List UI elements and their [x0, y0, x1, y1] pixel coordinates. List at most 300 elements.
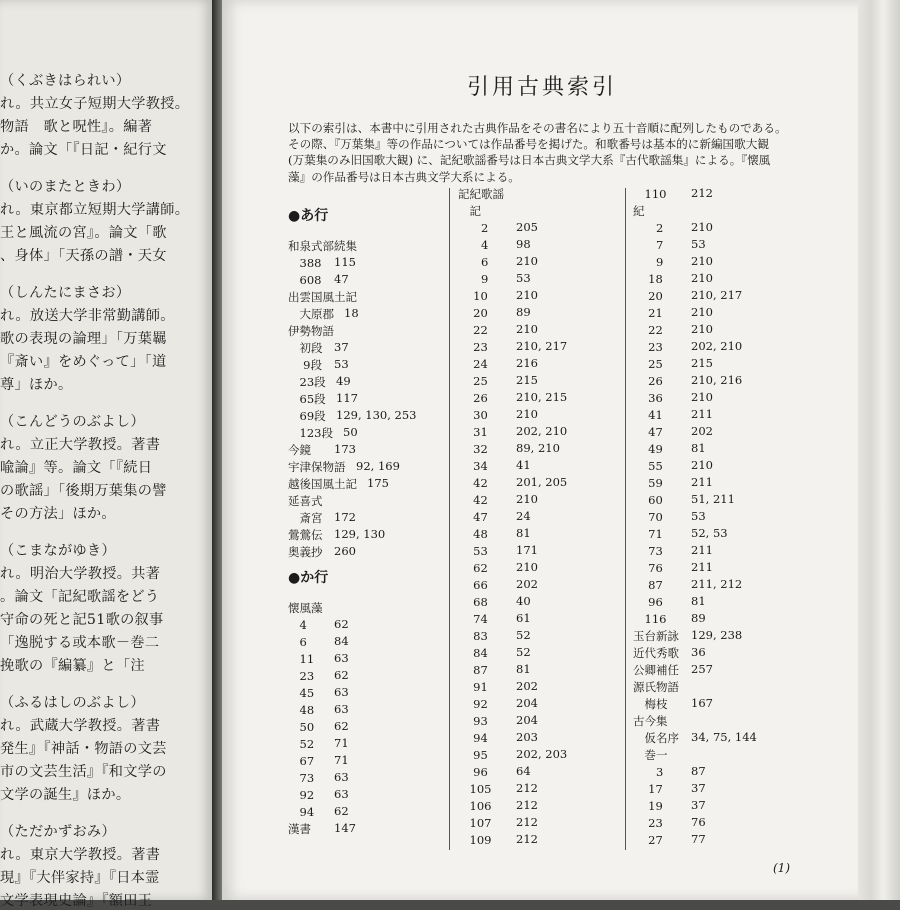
index-entry	[288, 306, 359, 322]
index-entry	[458, 220, 538, 236]
index-entry	[458, 305, 531, 321]
entry-page-numbers: 210, 215	[516, 390, 568, 404]
entry-title: 67	[288, 754, 315, 768]
entry-title: 109	[458, 833, 492, 847]
index-entry	[288, 668, 349, 684]
entry-title: 9段	[288, 358, 322, 372]
entry-page-numbers: 215	[516, 373, 538, 387]
index-entry	[458, 390, 568, 406]
entry-page-numbers: 257	[691, 662, 713, 676]
entry-page-numbers: 211	[691, 475, 713, 489]
entry-title: 9	[458, 272, 489, 286]
index-entry	[458, 407, 538, 423]
entry-title: 玉台新詠	[633, 629, 679, 643]
entry-page-numbers: 175	[367, 476, 389, 490]
entry-title: 4	[288, 618, 307, 632]
index-entry	[288, 289, 357, 305]
entry-title: 9	[633, 255, 664, 269]
entry-page-numbers: 71	[334, 753, 349, 767]
index-entry	[633, 611, 706, 627]
entry-title: 47	[633, 425, 663, 439]
index-entry	[288, 442, 356, 458]
index-entry	[633, 713, 668, 729]
index-entry	[288, 374, 351, 390]
entry-title: 47	[458, 510, 488, 524]
index-entry	[633, 305, 713, 321]
index-entry	[458, 271, 531, 287]
index-entry	[288, 510, 356, 526]
entry-page-numbers: 172	[334, 510, 356, 524]
index-entry	[288, 340, 349, 356]
entry-title: 紀	[633, 204, 645, 218]
entry-page-numbers: 211, 212	[691, 577, 743, 591]
index-entry	[633, 832, 706, 848]
entry-page-numbers: 202, 203	[516, 747, 568, 761]
entry-page-numbers: 40	[516, 594, 531, 608]
index-entry	[633, 271, 713, 287]
index-entry	[633, 560, 713, 576]
left-page-text-line: （しんたにまさお）	[0, 285, 131, 301]
entry-page-numbers: 216	[516, 356, 538, 370]
entry-title: 55	[633, 459, 663, 473]
entry-title: 23段	[288, 375, 326, 389]
entry-title: 27	[633, 833, 663, 847]
entry-title: 10	[458, 289, 488, 303]
index-entry	[458, 526, 531, 542]
entry-page-numbers: 71	[334, 736, 349, 750]
entry-page-numbers: 260	[334, 544, 356, 558]
entry-title: 大原郡	[288, 307, 334, 321]
entry-title: 斎宮	[288, 511, 323, 525]
index-entry	[288, 651, 349, 667]
entry-title: 31	[458, 425, 488, 439]
entry-page-numbers: 63	[334, 702, 349, 716]
index-entry	[458, 424, 568, 440]
entry-title: 95	[458, 748, 488, 762]
entry-page-numbers: 53	[334, 357, 349, 371]
left-page-text-line: れ。東京都立短期大学講師。	[0, 202, 190, 218]
index-entry	[288, 685, 349, 701]
entry-title: 25	[458, 374, 488, 388]
left-page-text-line: （ふるはしのぶよし）	[0, 695, 145, 711]
entry-title: 107	[458, 816, 492, 830]
index-entry	[288, 408, 417, 424]
index-entry	[633, 186, 713, 202]
entry-title: 26	[458, 391, 488, 405]
index-entry	[288, 323, 334, 339]
entry-title: 49	[633, 442, 663, 456]
entry-title: 24	[458, 357, 488, 371]
entry-page-numbers: 212	[516, 781, 538, 795]
entry-title: 62	[458, 561, 488, 575]
entry-page-numbers: 47	[334, 272, 349, 286]
entry-title: 71	[633, 527, 663, 541]
entry-page-numbers: 204	[516, 696, 538, 710]
entry-title: 今鏡	[288, 443, 311, 457]
entry-page-numbers: 210	[691, 390, 713, 404]
index-entry	[288, 617, 349, 633]
index-entry	[633, 662, 713, 678]
entry-page-numbers: 89	[516, 305, 531, 319]
index-entry	[458, 781, 538, 797]
entry-page-numbers: 84	[334, 634, 349, 648]
index-entry	[633, 747, 668, 763]
entry-title: 76	[633, 561, 663, 575]
entry-title: 53	[458, 544, 488, 558]
index-entry	[458, 288, 538, 304]
entry-page-numbers: 63	[334, 651, 349, 665]
entry-page-numbers: 36	[691, 645, 706, 659]
left-page-text-line: 『斎い』をめぐって」「道	[0, 354, 167, 370]
page-number: (1)	[773, 861, 790, 875]
entry-page-numbers: 52, 53	[691, 526, 728, 540]
entry-title: 25	[633, 357, 663, 371]
index-entry	[633, 696, 713, 712]
index-entry	[458, 577, 538, 593]
index-entry	[458, 679, 538, 695]
entry-title: 6	[458, 255, 489, 269]
entry-title: 古今集	[633, 714, 668, 728]
index-entry	[288, 255, 356, 271]
entry-title: 41	[633, 408, 663, 422]
index-entry	[633, 526, 728, 542]
left-page-text-line: （ただかずおみ）	[0, 824, 116, 840]
left-page-text-line: 物語 歌と呪性』。編著	[0, 119, 153, 135]
entry-page-numbers: 210	[691, 305, 713, 319]
index-entry	[633, 543, 713, 559]
index-entry	[458, 730, 538, 746]
entry-page-numbers: 173	[334, 442, 356, 456]
entry-page-numbers: 81	[516, 662, 531, 676]
entry-page-numbers: 63	[334, 770, 349, 784]
entry-title: 和泉式部続集	[288, 239, 357, 253]
index-entry	[288, 736, 349, 752]
entry-title: 65段	[288, 392, 326, 406]
index-entry	[458, 815, 538, 831]
index-entry	[633, 815, 706, 831]
left-page-text-line: れ。立正大学教授。著書	[0, 437, 161, 453]
index-entry	[458, 832, 538, 848]
entry-page-numbers: 202	[516, 577, 538, 591]
entry-page-numbers: 37	[334, 340, 349, 354]
entry-title: 19	[633, 799, 663, 813]
index-entry	[633, 781, 706, 797]
index-entry	[633, 237, 706, 253]
entry-title: 42	[458, 476, 488, 490]
entry-page-numbers: 53	[691, 509, 706, 523]
index-entry	[458, 373, 538, 389]
index-entry	[633, 679, 679, 695]
entry-page-numbers: 24	[516, 509, 531, 523]
entry-title: 近代秀歌	[633, 646, 679, 660]
entry-page-numbers: 215	[691, 356, 713, 370]
entry-title: 7	[633, 238, 664, 252]
entry-title: 45	[288, 686, 315, 700]
entry-title: 23	[633, 816, 663, 830]
entry-page-numbers: 52	[516, 645, 531, 659]
entry-title: 50	[288, 720, 315, 734]
entry-page-numbers: 210	[691, 254, 713, 268]
index-entry	[458, 492, 538, 508]
entry-title: 74	[458, 612, 488, 626]
entry-title: 23	[288, 669, 315, 683]
entry-title: 96	[633, 595, 663, 609]
left-page-text-line: 、身体」「天孫の譜・天女	[0, 248, 167, 264]
left-page-text-line: れ。放送大学非常勤講師。	[0, 308, 175, 324]
entry-title: 388	[288, 256, 322, 270]
index-entry	[288, 702, 349, 718]
entry-title: 87	[458, 663, 488, 677]
entry-page-numbers: 167	[691, 696, 713, 710]
entry-page-numbers: 81	[516, 526, 531, 540]
entry-page-numbers: 129, 130	[334, 527, 386, 541]
index-entry	[288, 459, 400, 475]
section-heading: ●あ行	[288, 208, 329, 224]
page-title: 引用古典索引	[466, 75, 617, 100]
entry-title: 59	[633, 476, 663, 490]
entry-title: 73	[288, 771, 315, 785]
entry-title: 106	[458, 799, 492, 813]
entry-page-numbers: 63	[334, 685, 349, 699]
index-entry	[633, 441, 706, 457]
index-entry	[458, 713, 538, 729]
column-divider-2	[625, 188, 626, 850]
index-entry	[288, 600, 323, 616]
entry-page-numbers: 203	[516, 730, 538, 744]
entry-page-numbers: 117	[336, 391, 358, 405]
entry-page-numbers: 61	[516, 611, 531, 625]
left-page-text-line: れ。東京大学教授。著書	[0, 847, 161, 863]
index-entry	[633, 407, 713, 423]
entry-page-numbers: 62	[334, 668, 349, 682]
left-page	[0, 0, 212, 909]
left-page-text-line: 「逸脱する或本歌－巻二	[0, 635, 160, 651]
entry-page-numbers: 76	[691, 815, 706, 829]
index-entry	[288, 357, 349, 373]
page-edges	[858, 0, 900, 900]
entry-page-numbers: 51, 211	[691, 492, 735, 506]
index-entry	[288, 634, 349, 650]
entry-title: 梅枝	[633, 697, 668, 711]
index-entry	[633, 594, 706, 610]
entry-page-numbers: 210, 217	[691, 288, 743, 302]
entry-title: 23	[458, 340, 488, 354]
index-entry	[633, 356, 713, 372]
entry-page-numbers: 210	[516, 288, 538, 302]
entry-page-numbers: 34, 75, 144	[691, 730, 757, 744]
entry-page-numbers: 211	[691, 543, 713, 557]
entry-page-numbers: 18	[344, 306, 359, 320]
entry-title: 4	[458, 238, 489, 252]
entry-page-numbers: 53	[691, 237, 706, 251]
index-entry	[288, 391, 358, 407]
index-entry	[633, 373, 743, 389]
column-divider-1	[449, 188, 450, 850]
entry-title: 22	[458, 323, 488, 337]
entry-page-numbers: 63	[334, 787, 349, 801]
index-entry	[288, 272, 349, 288]
entry-title: 伊勢物語	[288, 324, 334, 338]
index-entry	[633, 220, 713, 236]
entry-title: 84	[458, 646, 488, 660]
index-entry	[458, 764, 531, 780]
index-entry	[288, 238, 357, 254]
index-entry	[633, 492, 735, 508]
entry-title: 30	[458, 408, 488, 422]
index-entry	[288, 753, 349, 769]
entry-title: 91	[458, 680, 488, 694]
left-page-text-line: 文学表現史論』『額田王	[0, 893, 153, 909]
left-page-text-line: 市の文芸生活』『和文学の	[0, 764, 167, 780]
entry-title: 110	[633, 187, 667, 201]
entry-title: 漢書	[288, 822, 311, 836]
entry-page-numbers: 202, 210	[691, 339, 743, 353]
entry-page-numbers: 210	[516, 322, 538, 336]
left-page-text-line: れ。明治大学教授。共著	[0, 566, 161, 582]
index-entry	[288, 770, 349, 786]
index-entry	[633, 730, 757, 746]
entry-title: 仮名序	[633, 731, 679, 745]
entry-title: 60	[633, 493, 663, 507]
index-entry	[633, 645, 706, 661]
entry-title: 17	[633, 782, 663, 796]
entry-page-numbers: 201, 205	[516, 475, 568, 489]
index-entry	[633, 577, 743, 593]
entry-page-numbers: 212	[516, 798, 538, 812]
entry-page-numbers: 210	[691, 322, 713, 336]
entry-title: 52	[288, 737, 315, 751]
entry-page-numbers: 212	[516, 815, 538, 829]
entry-title: 32	[458, 442, 488, 456]
index-entry	[288, 787, 349, 803]
entry-page-numbers: 210	[691, 220, 713, 234]
entry-title: 70	[633, 510, 663, 524]
entry-page-numbers: 81	[691, 594, 706, 608]
entry-page-numbers: 211	[691, 560, 713, 574]
entry-page-numbers: 49	[336, 374, 351, 388]
intro-line: 以下の索引は、本書中に引用された古典作品をその書名により五十音順に配列したものである。	[288, 121, 787, 135]
entry-title: 83	[458, 629, 488, 643]
index-entry	[458, 509, 531, 525]
index-entry	[633, 254, 713, 270]
entry-page-numbers: 53	[516, 271, 531, 285]
entry-title: 18	[633, 272, 663, 286]
entry-page-numbers: 81	[691, 441, 706, 455]
index-entry	[288, 425, 358, 441]
entry-title: 105	[458, 782, 492, 796]
entry-title: 出雲国風土記	[288, 290, 357, 304]
left-page-text-line: れ。共立女子短期大学教授。	[0, 96, 190, 112]
entry-page-numbers: 37	[691, 798, 706, 812]
entry-title: 宇津保物語	[288, 460, 346, 474]
entry-title: 20	[458, 306, 488, 320]
left-page-text-line: 現』『大伴家持』『日本霊	[0, 870, 160, 886]
index-entry	[633, 203, 645, 219]
entry-title: 公卿補任	[633, 663, 679, 677]
left-page-text-line: の歌謡」「後期万葉集の譬	[0, 483, 167, 499]
entry-title: 92	[458, 697, 488, 711]
right-page	[222, 0, 862, 900]
entry-title: 42	[458, 493, 488, 507]
entry-page-numbers: 50	[343, 425, 358, 439]
intro-paragraph	[288, 120, 828, 185]
entry-title: 巻一	[633, 748, 668, 762]
entry-page-numbers: 202	[516, 679, 538, 693]
index-entry	[458, 441, 560, 457]
entry-page-numbers: 202, 210	[516, 424, 568, 438]
entry-title: 48	[288, 703, 315, 717]
entry-title: 延喜式	[288, 494, 323, 508]
index-entry	[633, 339, 743, 355]
entry-page-numbers: 89	[691, 611, 706, 625]
entry-title: 69段	[288, 409, 326, 423]
index-entry	[458, 254, 538, 270]
index-entry	[458, 186, 504, 202]
entry-title: 116	[633, 612, 667, 626]
index-entry	[288, 476, 389, 492]
left-page-text-line: 発生』『神話・物語の文芸	[0, 741, 167, 757]
index-entry	[458, 662, 531, 678]
left-page-text-line: か。論文「『日記・紀行文	[0, 142, 167, 158]
entry-title: 94	[458, 731, 488, 745]
index-entry	[458, 645, 531, 661]
entry-title: 123段	[288, 426, 333, 440]
left-page-text-line: 守命の死と記51歌の叙事	[0, 612, 164, 628]
entry-title: 2	[633, 221, 664, 235]
left-page-text-line: 喩論』等。論文「『続日	[0, 460, 153, 476]
entry-title: 73	[633, 544, 663, 558]
entry-page-numbers: 210	[516, 492, 538, 506]
index-entry	[458, 356, 538, 372]
index-entry	[288, 527, 386, 543]
entry-title: 11	[288, 652, 315, 666]
entry-title: 608	[288, 273, 322, 287]
entry-title: 3	[633, 765, 664, 779]
entry-title: 22	[633, 323, 663, 337]
entry-page-numbers: 37	[691, 781, 706, 795]
index-entry	[288, 493, 323, 509]
entry-page-numbers: 210, 216	[691, 373, 743, 387]
entry-title: 34	[458, 459, 488, 473]
entry-page-numbers: 202	[691, 424, 713, 438]
entry-page-numbers: 52	[516, 628, 531, 642]
entry-page-numbers: 210	[516, 254, 538, 268]
index-entry	[458, 203, 481, 219]
entry-page-numbers: 115	[334, 255, 356, 269]
entry-title: 48	[458, 527, 488, 541]
entry-page-numbers: 87	[691, 764, 706, 778]
index-entry	[458, 747, 568, 763]
entry-page-numbers: 62	[334, 719, 349, 733]
entry-title: 94	[288, 805, 315, 819]
entry-page-numbers: 62	[334, 804, 349, 818]
entry-title: 23	[633, 340, 663, 354]
index-entry	[633, 322, 713, 338]
entry-title: 奥義抄	[288, 545, 323, 559]
entry-page-numbers: 210, 217	[516, 339, 568, 353]
index-entry	[288, 719, 349, 735]
entry-title: 記	[458, 204, 481, 218]
index-entry	[458, 458, 531, 474]
entry-title: 2	[458, 221, 489, 235]
entry-title: 92	[288, 788, 315, 802]
index-entry	[633, 288, 743, 304]
left-page-text-line: れ。武蔵大学教授。著書	[0, 718, 161, 734]
index-entry	[458, 798, 538, 814]
left-page-text-line: 王と風流の宮』。論文「歌	[0, 225, 167, 241]
entry-page-numbers: 210	[691, 458, 713, 472]
left-page-text-line: 挽歌の『編纂』と「注	[0, 658, 145, 674]
